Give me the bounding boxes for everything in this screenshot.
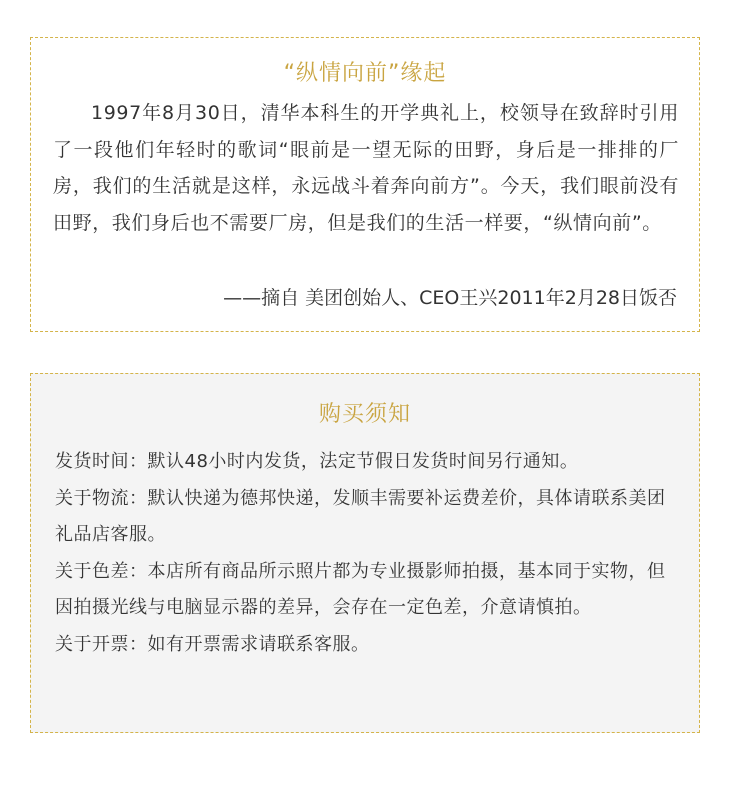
origin-body — [53, 95, 679, 241]
purchase-notice-section — [30, 373, 700, 733]
notice-item-invoice: 关于开票：如有开票需求请联系客服。 — [55, 633, 370, 655]
notice-list — [55, 444, 681, 663]
origin-section — [30, 37, 700, 332]
notice-title: 购买须知 — [318, 402, 411, 427]
notice-item-color-difference: 关于色差：本店所有商品所示照片都为专业摄影师拍摄，基本同于实物，但因拍摄光线与电脑显示器的差异，会存在一定色差，介意请慎拍。 — [55, 560, 666, 618]
notice-item-logistics: 关于物流：默认快递为德邦快递，发顺丰需要补运费差价，具体请联系美团礼品店客服。 — [55, 487, 666, 545]
origin-title: “纵情向前”缘起 — [283, 61, 447, 86]
origin-attribution: ——摘自 美团创始人、CEO王兴2011年2月28日饭否 — [223, 287, 677, 309]
origin-paragraph: 1997年8月30日，清华本科生的开学典礼上，校领导在致辞时引用了一段他们年轻时的歌词“眼前是一望无际的田野，身后是一排排的厂房，我们的生活就是这样，永远战斗着奔向前方”。今天，我们眼前没有田野，我们身后也不需要厂房，但是我们的生活一样要，“纵情向前”。 — [53, 102, 679, 234]
notice-item-shipping-time: 发货时间：默认48小时内发货，法定节假日发货时间另行通知。 — [55, 451, 579, 472]
